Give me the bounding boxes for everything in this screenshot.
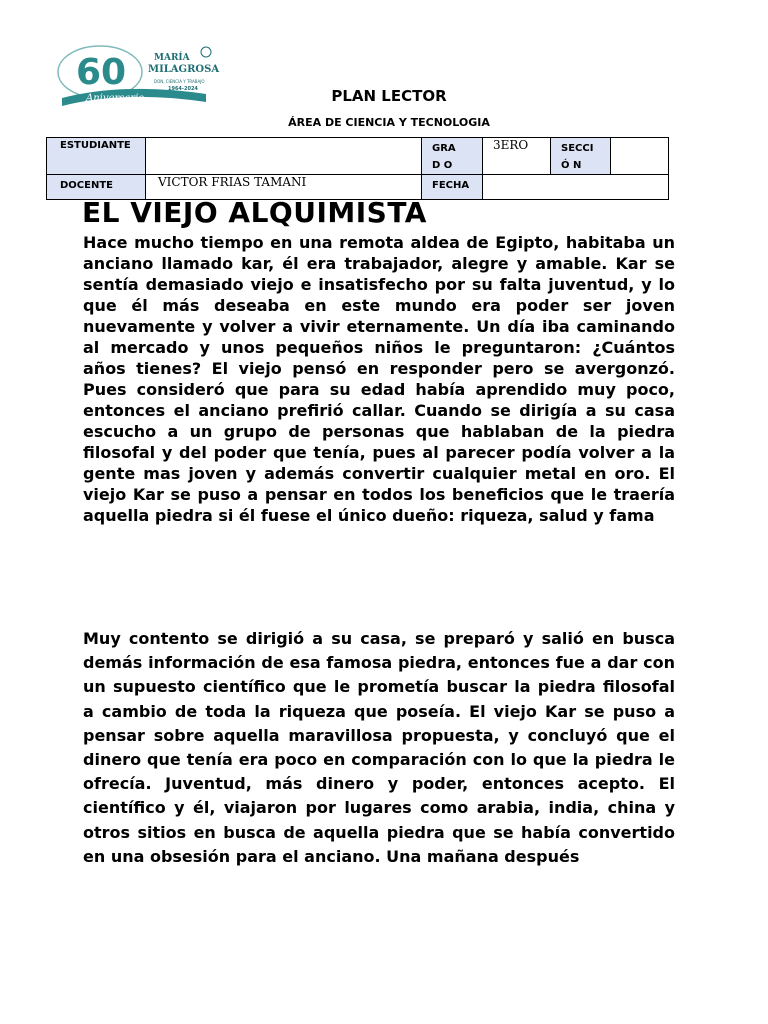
story-paragraph-1: Hace mucho tiempo en una remota aldea de Egipto, habitaba un anciano llamado kar, él era trabajador, alegre y amable. Kar se sentía demasiado viejo e insatisfecho por su falta juventud, y lo que él más deseaba en este mundo era poder ser joven nuevamente y volver a vivir eternamente. Un día iba caminando al mercado y unos pequeños niños le preguntaron: ¿Cuántos años tienes? El viejo pensó en responder pero se avergonzó. Pues consideró que para su edad había aprendido muy poco, entonces el anciano prefirió callar. Cuando se dirigía a su casa escucho a un grupo de personas que hablaban de la piedra filosofal y del poder que tenía, pues al parecer podía volver a la gente mas joven y además convertir cualquier metal en oro. El viejo Kar se puso a pensar en todos los beneficios que le traería aquella piedra si él fuese el único dueño: riqueza, salud y fama (83, 233, 675, 525)
grade-label: GRAD O (432, 143, 456, 171)
date-field[interactable] (483, 175, 669, 200)
area-subtitle: ÁREA DE CIENCIA Y TECNOLOGIA (288, 116, 490, 129)
section-field[interactable] (611, 138, 669, 175)
logo-ribbon: Aniversario (86, 93, 145, 104)
section-label: SECCIÓ N (561, 143, 594, 171)
date-label-cell (422, 175, 483, 200)
page-title: PLAN LECTOR (331, 87, 447, 105)
grade-value: 3ERO (493, 138, 529, 152)
story-title: EL VIEJO ALQUIMISTA (82, 196, 427, 229)
section-label-cell (551, 138, 611, 175)
logo-name-1: MARÍA (154, 53, 190, 63)
student-field[interactable] (146, 138, 422, 175)
logo-years: 1964-2024 (168, 86, 198, 92)
logo-number: 60 (76, 52, 127, 93)
logo-motto: DON, CIENCIA Y TRABAJO (154, 79, 205, 84)
teacher-value: VICTOR FRIAS TAMANI (158, 175, 307, 189)
student-label-cell (47, 138, 146, 175)
teacher-label: DOCENTE (60, 180, 113, 191)
grade-field[interactable] (483, 138, 551, 175)
date-label: FECHA (432, 180, 470, 191)
logo-name-2: MILAGROSA (148, 64, 220, 75)
student-info-table (46, 137, 669, 200)
student-label: ESTUDIANTE (60, 140, 131, 151)
grade-label-cell (422, 138, 483, 175)
story-paragraph-2: Muy contento se dirigió a su casa, se preparó y salió en busca demás información de esa famosa piedra, entonces fue a dar con un supuesto científico que le prometía buscar la piedra filosofal a cambio de toda la riqueza que poseía. El viejo Kar se puso a pensar sobre aquella maravillosa propuesta, y concluyó que el dinero que tenía era poco en comparación con lo que la piedra le ofrecía. Juventud, más dinero y poder, entonces acepto. El científico y él, viajaron por lugares como arabia, india, china y otros sitios en busca de aquella piedra que se había convertido en una obsesión para el anciano. Una mañana después (83, 629, 675, 866)
